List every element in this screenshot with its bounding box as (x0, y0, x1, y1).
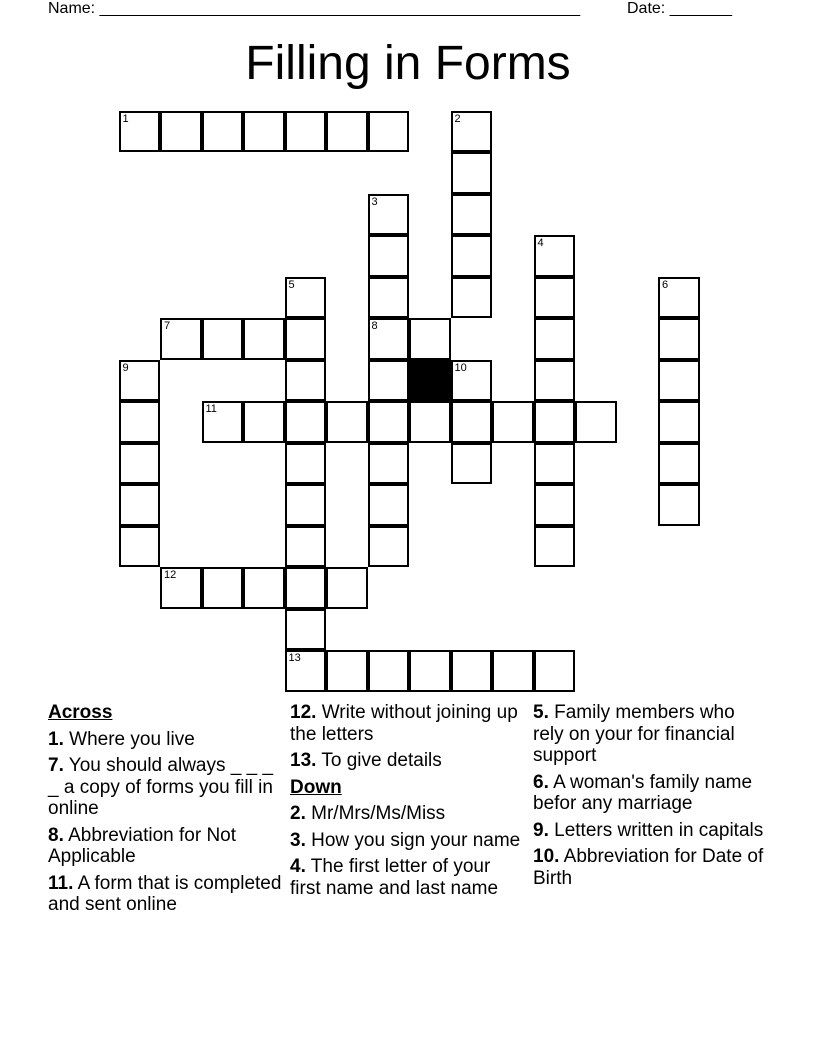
crossword-cell[interactable] (119, 401, 161, 443)
crossword-cell[interactable] (368, 443, 410, 485)
crossword-cell[interactable] (658, 277, 700, 319)
clue-down-9: 9. Letters written in capitals (533, 819, 764, 841)
crossword-cell[interactable] (534, 401, 576, 443)
crossword-cell[interactable] (285, 567, 327, 609)
clue-number: 12 (164, 569, 177, 581)
page-title: Filling in Forms (245, 37, 571, 90)
crossword-cell[interactable] (534, 318, 576, 360)
crossword-cell[interactable] (534, 484, 576, 526)
crossword-cell[interactable] (119, 360, 161, 402)
crossword-cell[interactable] (368, 360, 410, 402)
clue-number: 11 (205, 403, 217, 415)
crossword-cell[interactable] (368, 526, 410, 568)
crossword-cell[interactable] (658, 484, 700, 526)
crossword-cell[interactable] (575, 401, 617, 443)
crossword-cell[interactable] (119, 526, 161, 568)
clue-number: 6 (662, 278, 669, 291)
crossword-cell[interactable] (160, 318, 202, 360)
crossword-cell[interactable] (451, 235, 493, 277)
clue-number: 4 (537, 237, 544, 249)
crossword-cell[interactable] (202, 401, 244, 443)
crossword-cell[interactable] (285, 401, 327, 443)
crossword-cell[interactable] (409, 650, 451, 692)
crossword-cell[interactable] (119, 111, 161, 153)
crossword-cell[interactable] (368, 484, 410, 526)
crossword-cell[interactable] (451, 111, 493, 153)
clue-number: 3 (371, 195, 378, 208)
crossword-cell[interactable] (451, 443, 493, 485)
crossword-cell[interactable] (285, 443, 327, 485)
clues-column-2 (290, 702, 525, 904)
crossword-cell[interactable] (534, 526, 576, 568)
crossword-cell[interactable] (285, 277, 327, 319)
clue-down-2: 2. Mr/Mrs/Ms/Miss (290, 803, 446, 824)
down-heading: Down (290, 776, 342, 798)
crossword-cell[interactable] (534, 360, 576, 402)
name-field-label: Name: ______________________________________________________ (48, 0, 581, 17)
clue-down-6: 6. A woman's family name befor any marriage (533, 771, 753, 814)
crossword-cell[interactable] (451, 401, 493, 443)
clue-across-11: 11. A form that is completed and sent online (48, 872, 282, 915)
clue-across-12: 12. Write without joining up the letters (290, 702, 518, 745)
crossword-cell[interactable] (202, 111, 244, 153)
crossword-cell[interactable] (658, 443, 700, 485)
crossword-cell[interactable] (409, 401, 451, 443)
crossword-cell[interactable] (451, 360, 493, 402)
crossword-cell[interactable] (285, 360, 327, 402)
crossword-cell[interactable] (658, 318, 700, 360)
clues-column-1 (48, 702, 283, 921)
crossword-cell[interactable] (119, 443, 161, 485)
crossword-cell[interactable] (285, 609, 327, 651)
crossword-cell[interactable] (285, 484, 327, 526)
clue-number: 10 (454, 361, 467, 374)
clue-number: 7 (164, 320, 171, 332)
clue-across-8: 8. Abbreviation for Not Applicable (48, 824, 237, 867)
crossword-cell[interactable] (368, 235, 410, 277)
clue-number: 5 (288, 278, 295, 291)
crossword-cell[interactable] (534, 277, 576, 319)
crossword-cell[interactable] (285, 650, 327, 692)
clue-down-5: 5. Family members who rely on your for financial support (533, 702, 735, 766)
clue-number: 9 (122, 361, 129, 374)
crossword-cell[interactable] (243, 111, 285, 153)
clues-column-3 (533, 702, 768, 894)
crossword-cell[interactable] (285, 526, 327, 568)
crossword-cell[interactable] (534, 443, 576, 485)
crossword-cell[interactable] (243, 567, 285, 609)
clue-across-1: 1. Where you live (48, 728, 195, 750)
crossword-cell[interactable] (534, 235, 576, 277)
crossword-cell[interactable] (368, 111, 410, 153)
crossword-cell[interactable] (451, 194, 493, 236)
crossword-cell[interactable] (492, 650, 534, 692)
crossword-cell[interactable] (160, 111, 202, 153)
crossword-cell[interactable] (368, 401, 410, 443)
crossword-cell[interactable] (326, 567, 368, 609)
crossword-cell[interactable] (368, 318, 410, 360)
crossword-cell[interactable] (326, 650, 368, 692)
crossword-cell[interactable] (202, 318, 244, 360)
crossword-cell[interactable] (492, 401, 534, 443)
clue-down-10: 10. Abbreviation for Date of Birth (533, 846, 764, 889)
crossword-cell[interactable] (160, 567, 202, 609)
date-field-label: Date: _______ (627, 0, 732, 17)
crossword-cell[interactable] (326, 111, 368, 153)
clue-number: 13 (288, 652, 301, 664)
clue-across-13: 13. To give details (290, 750, 442, 771)
crossword-cell[interactable] (658, 360, 700, 402)
crossword-cell[interactable] (368, 277, 410, 319)
clue-across-7: 7. You should always _ _ _ _ a copy of forms you fill in online (48, 755, 274, 819)
crossword-cell[interactable] (202, 567, 244, 609)
clue-down-3: 3. How you sign your name (290, 829, 521, 851)
crossword-cell[interactable] (285, 111, 327, 153)
crossword-cell[interactable] (119, 484, 161, 526)
crossword-cell[interactable] (451, 152, 493, 194)
clue-number: 1 (122, 112, 129, 125)
crossword-cell[interactable] (451, 650, 493, 692)
crossword-cell[interactable] (451, 277, 493, 319)
crossword-cell[interactable] (326, 401, 368, 443)
crossword-cell[interactable] (368, 650, 410, 692)
crossword-cell[interactable] (243, 401, 285, 443)
crossword-cell[interactable] (368, 194, 410, 236)
clue-number: 2 (454, 112, 461, 125)
clue-down-4: 4. The first letter of your first name and last name (290, 856, 499, 899)
crossword-cell[interactable] (658, 401, 700, 443)
crossword-cell[interactable] (285, 318, 327, 360)
clue-number: 8 (371, 320, 378, 332)
across-heading: Across (48, 702, 113, 723)
black-square (409, 360, 451, 402)
crossword-cell[interactable] (409, 318, 451, 360)
crossword-cell[interactable] (534, 650, 576, 692)
crossword-cell[interactable] (243, 318, 285, 360)
